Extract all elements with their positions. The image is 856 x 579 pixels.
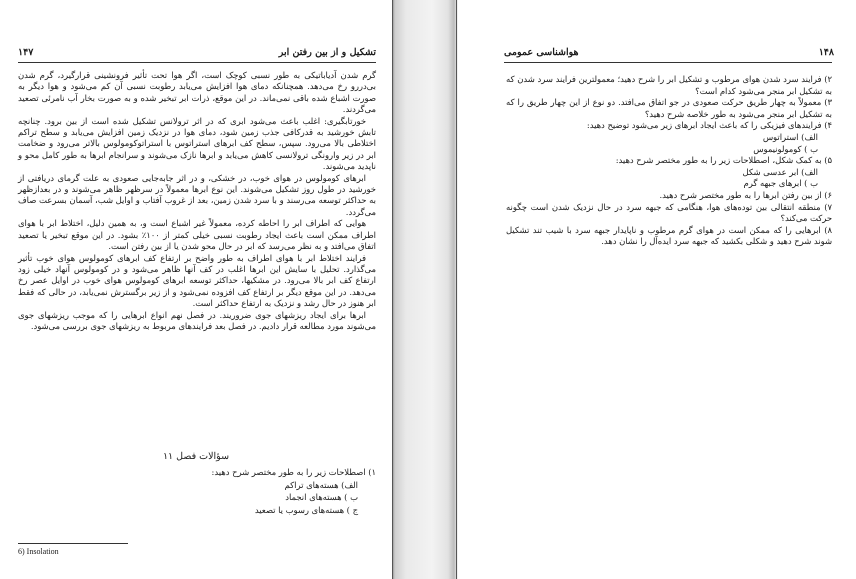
right-page-number: ۱۴۸ [818,47,834,58]
question-subitem: الف) ابر عدسی شکل [742,166,818,177]
question-intro: ۱) اصطلاحات زیر را به طور مختصر شرح دهید: [211,467,376,477]
question-item: ۵) به کمک شکل، اصطلاحات زیر را به طور مختصر شرح دهید: [615,155,832,166]
question-subitem: الف) استراتوس [762,131,818,142]
footnote-rule [18,543,128,544]
footnote: 6) Insolation [18,547,59,556]
left-header-rule [18,62,376,63]
right-questions [506,74,832,248]
left-running-head: تشکیل و از بین رفتن ابر [278,47,376,58]
question-item: ۶) از بین رفتن ابرها را به طور مختصر شرح دهید. [659,189,832,200]
right-page [458,0,856,579]
questions-title: سؤالات فصل ۱۱ [162,451,230,462]
book-gutter [392,0,458,579]
question-item: ۳) معمولاً به چهار طریق حرکت صعودی در جو اتفاق می‌افتد. دو نوع از این چهار طریق را که به تشکیل ابر منجر می‌شود به طور خلاصه شرح دهید؟ [506,97,832,119]
left-page-number: ۱۴۷ [18,47,34,58]
question-subitem: ج ) هسته‌های رسوب یا تصعید [254,504,358,515]
right-running-head: هواشناسی عمومی [504,47,579,58]
question-item: ۴) فرایندهای فیزیکی را که باعث ایجاد ابرهای زیر می‌شود توضیح دهید: [586,120,832,131]
paragraph: هوایی که اطراف ابر را احاطه کرده، معمولاً غیر اشباع است و، به همین دلیل، اختلاط ابر با هوای اطراف ممکن است باعث ایجاد رطوبت نسبی خیلی کمتر از ۱۰۰٪ بشود. در این موقع تبخیر یا تصعید اتفاق می‌افتد و به نظر می‌رسد که ابر در حال محو شدن یا از بین رفتن است. [18,218,377,252]
question-subitem: الف) هسته‌های تراکم [284,479,358,490]
paragraph: خورتابگیری: اغلب باعث می‌شود ابری که در اثر ترولانس تشکیل شده است از بین برود. چنانچه تابش خورشید به قدرکافی جذب زمین شود، دمای هوا در نزدیک زمین افزایش می‌یابد و سطح تراکم اختلاطی بالا می‌رود. سپس، سطح کف ابرهای استراتوس با استراتوکومولوس بالاتر می‌رود و ضخامت ابر در زیر وارونگی ترولانسی کاهش می‌یابد و ابرها نازک می‌شوند و سرانجام ابرها به طور کامل محو و ناپدید می‌شوند. [18,115,376,172]
right-header-rule [504,62,832,63]
left-body-text [18,70,376,440]
left-questions [60,466,376,516]
paragraph: ابرهای کومولوس در هوای خوب، در خشکی، و در اثر جابه‌جایی صعودی به علت گرمای دریافتی از خورشید در طول روز تشکیل می‌شوند. این نوع ابرها معمولاً در سرظهر ظاهر می‌شوند و در بعدازظهر به حداکثر توسعه می‌رسند و با سرد شدن زمین، بعد از غروب آفتاب و اوایل شب، آسمان بسرعت صاف می‌گردد. [18,172,376,217]
question-subitem: ب ) ابرهای جبهه گرم [743,178,818,189]
paragraph: گرم شدن آدیاباتیکی به طور نسبی کوچک است، اگر هوا تحت تأثیر فرونشینی قرارگیرد، گرم شدن بی‌دررو رخ می‌دهد. همچنانکه دمای هوا افزایش می‌یابد رطوبت نسبی آن کم می‌شود و هوا دیگر به صورت اشباع شده باقی نمی‌ماند. در این موقع، ذرات ابر تبخیر شده و به صورت بخار آب نامرئی تصعید می‌گردند. [18,70,376,115]
question-item: ۸) ابرهایی را که ممکن است در هوای گرم مرطوب و ناپایدار جبهه سرد با شیب تند تشکیل شوند شرح دهید و شکلی بکشید که جبهه سرد ایده‌آل را نشان دهد. [506,224,832,247]
question-subitem: ب ) کومولونیموس [753,143,818,154]
gutter-edge-line [456,0,457,579]
paragraph: فرایند اختلاط ابر با هوای اطراف به طور واضح بر ارتفاع کف ابرهای کومولوس هوای خوب تأثیر می‌گذارد. تحلیل با سایش این ابرها اغلب در کف آنها ظاهر می‌شود و در کومولوس آنهاد خیلی زود ارتفاع کف ابر بالا می‌رود. در مشکیها، حداکثر توسعه ابرهای کومولوس هوای خوب در اوایل عصر رخ می‌دهد. در این موقع دیگر بر ارتفاع کف افزوده نمی‌شود و از زیر برگسترش نمی‌یابد، در حالی که فقط ابر هنوز در حال رشد و نزدیک به ارتفاع حداکثر است. [18,252,376,309]
gutter-edge-line [392,0,393,579]
question-item: ۷) منطقه انتقالی بین توده‌های هوا، هنگامی که جبهه سرد در حال نزدیک شدن است چگونه حرکت می‌کند؟ [506,201,832,224]
left-page [0,0,392,579]
paragraph: ابرها برای ایجاد ریزشهای جوی ضروریند. در فصل نهم انواع ابرهایی را که موجب ریزشهای جوی می‌شوند مورد مطالعه قرار دادیم. در فصل بعد فرایندهای مربوط به ریزشهای جوی بررسی می‌شود. [18,309,376,331]
question-subitem: ب ) هسته‌های انجماد [285,492,358,502]
question-item: ۲) فرایند سرد شدن هوای مرطوب و تشکیل ابر را شرح دهید؛ معمولترین فرایند سرد شدن که به تشکیل ابر منجر می‌شود کدام است؟ [506,74,832,96]
